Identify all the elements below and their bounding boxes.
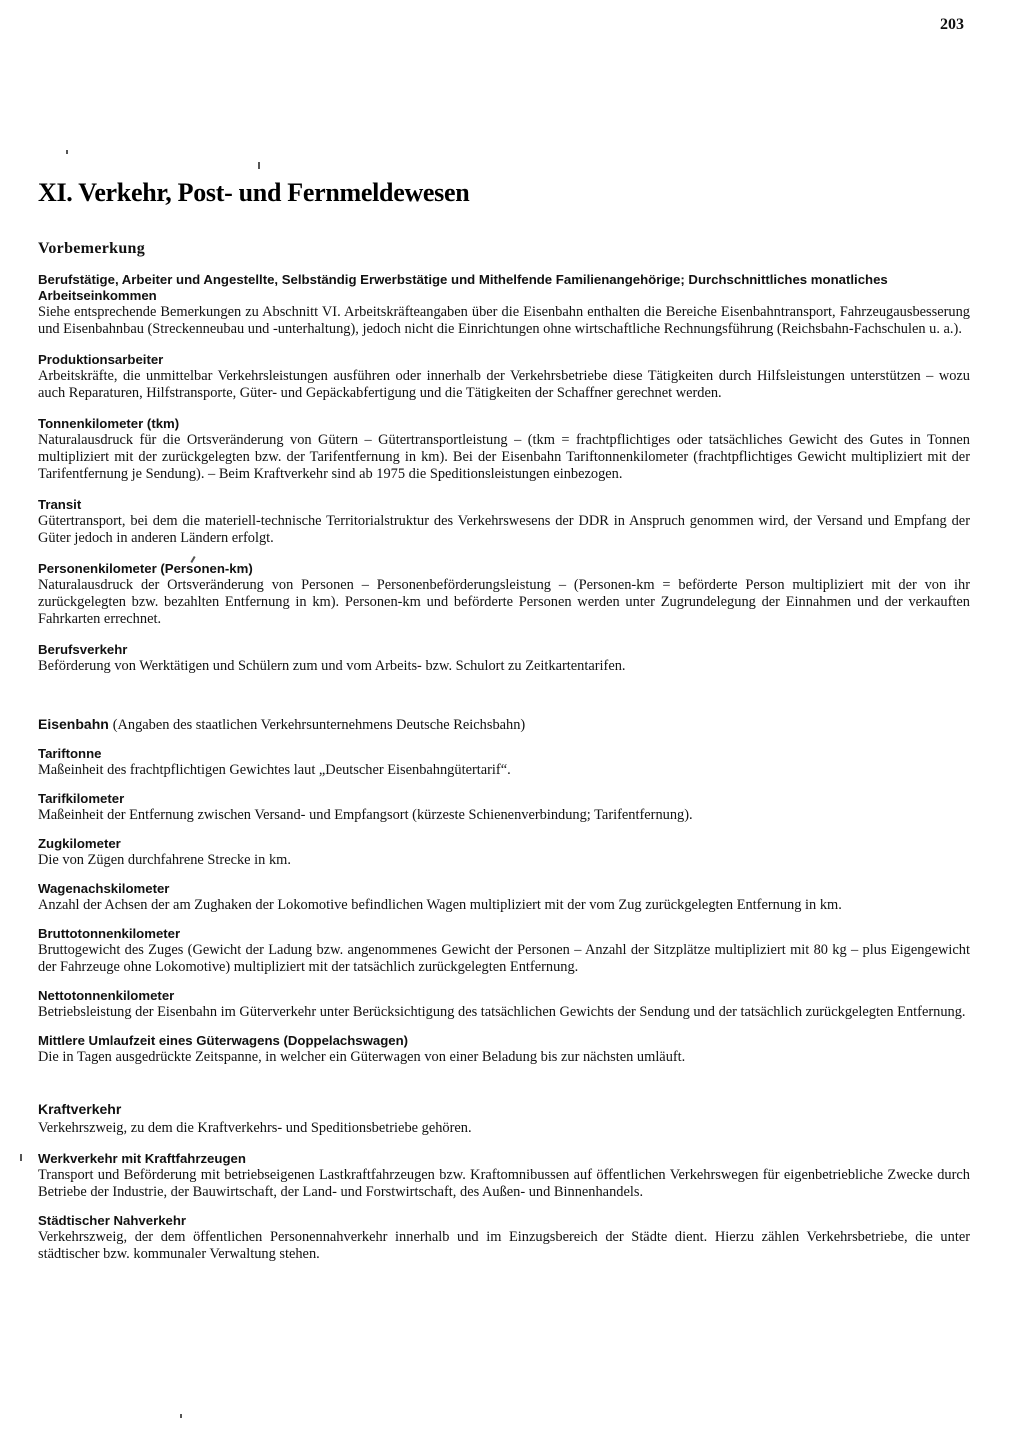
page-number: 203 [940, 16, 964, 33]
entry-term: Transit [38, 497, 82, 512]
section-heading-vorbemerkung: Vorbemerkung [38, 240, 146, 257]
entry-definition: Naturalausdruck der Ortsveränderung von Personen – Personenbeförderungsleistung – (Personen-km = beförderte Person multipliziert mit der von ihr zurückgelegten bzw. bezahlten Entfernung in km). Personen-km und beförderte Personen werden unter Zugrundelegung der Einnahmen und der verkauften Fahrkarten errechnet. [38, 577, 970, 627]
entry-term: Berufstätige, Arbeiter und Angestellte, Selbständig Erwerbstätige und Mithelfende Familienangehörige; Durchschnittliches monatliches Arbeitseinkommen [38, 272, 888, 303]
definition-entry [38, 561, 970, 628]
definition-entry [38, 926, 970, 976]
entry-definition: Verkehrszweig, der dem öffentlichen Personennahverkehr innerhalb und im Einzugsbereich der Städte dient. Hierzu zählen Verkehrsbetriebe, die unter städtischer bzw. kommunaler Verwaltung stehen. [38, 1229, 970, 1262]
entry-term: Bruttotonnenkilometer [38, 926, 181, 941]
entry-definition: Verkehrszweig, zu dem die Kraftverkehrs- und Speditionsbetriebe gehören. [38, 1120, 472, 1136]
scan-speck [20, 1154, 22, 1161]
scan-speck [180, 1414, 182, 1418]
definition-entry [38, 791, 970, 824]
entry-term: Personenkilometer (Personen-km) [38, 561, 253, 576]
definition-entry [38, 881, 970, 914]
entry-definition: Betriebsleistung der Eisenbahn im Güterverkehr unter Berücksichtigung des tatsächlichen Gewichts der Sendung und der tatsächlich zurückgelegten Entfernung. [38, 1004, 966, 1020]
entry-definition: Maßeinheit des frachtpflichtigen Gewichtes laut „Deutscher Eisenbahngütertarif“. [38, 762, 511, 778]
definition-entry [38, 1120, 970, 1137]
definition-entry [38, 1033, 970, 1066]
entry-term: Städtischer Nahverkehr [38, 1213, 187, 1228]
kraftverkehr-entries [38, 1151, 970, 1263]
group-heading-kraftverkehr [38, 1100, 970, 1118]
entry-definition: Transport und Beförderung mit betriebseigenen Lastkraftfahrzeugen bzw. Kraftomnibussen auf öffentlichen Verkehrswegen für eigenbetriebliche Zwecke durch Betriebe der Industrie, der Bauwirtschaft, der Land- und Forstwirtschaft, des Außen- und Binnenhandels. [38, 1167, 970, 1200]
scan-speck [258, 162, 260, 169]
entry-definition: Maßeinheit der Entfernung zwischen Versand- und Empfangsort (kürzeste Schienenverbindung; Tarifentfernung). [38, 807, 693, 823]
entry-term: Produktionsarbeiter [38, 352, 164, 367]
definition-entry [38, 416, 970, 483]
eisenbahn-entries [38, 746, 970, 1066]
group-heading-title: Eisenbahn [38, 716, 109, 732]
entry-term: Nettotonnenkilometer [38, 988, 175, 1003]
entry-definition: Gütertransport, bei dem die materiell-technische Territorialstruktur des Verkehrswesens der DDR in Anspruch genommen wird, der Versand und Empfang der Güter jedoch in anderen Ländern erfolgt. [38, 513, 970, 546]
definition-entry [38, 836, 970, 869]
entry-definition: Beförderung von Werktätigen und Schülern zum und vom Arbeits- bzw. Schulort zu Zeitkartentarifen. [38, 658, 626, 674]
entry-definition: Bruttogewicht des Zuges (Gewicht der Ladung bzw. angenommenes Gewicht der Personen – Anzahl der Sitzplätze multipliziert mit 80 kg – plus Eigengewicht der Fahrzeuge ohne Lokomotive) multipliziert mit der tatsächlich zurückgelegten Entfernung. [38, 942, 970, 975]
group-heading-note: (Angaben des staatlichen Verkehrsunternehmens Deutsche Reichsbahn) [112, 717, 526, 733]
definition-entry [38, 1151, 970, 1201]
group-heading-title: Kraftverkehr [38, 1101, 122, 1117]
entry-term: Werkverkehr mit Kraftfahrzeugen [38, 1151, 246, 1166]
definition-entry [38, 988, 970, 1021]
entry-definition: Arbeitskräfte, die unmittelbar Verkehrsleistungen ausführen oder innerhalb der Verkehrsbetriebe diese Tätigkeiten durch Hilfsleistungen unterstützen – wozu auch Reparaturen, Hilfstransporte, Güter- und Gepäckabfertigung und die Tätigkeiten der Schaffner gerechnet werden. [38, 368, 970, 401]
definition-entry [38, 272, 970, 338]
entry-term: Tarifkilometer [38, 791, 125, 806]
definition-entry [38, 497, 970, 547]
definition-entry [38, 642, 970, 675]
entry-definition: Anzahl der Achsen der am Zughaken der Lokomotive befindlichen Wagen multipliziert mit der vom Zug zurückgelegten Entfernung in km. [38, 897, 842, 913]
document-body [38, 240, 970, 1275]
entry-definition: Die von Zügen durchfahrene Strecke in km. [38, 852, 291, 868]
definition-entry [38, 1213, 970, 1263]
entry-definition: Siehe entsprechende Bemerkungen zu Abschnitt VI. Arbeitskräfteangaben über die Eisenbahn enthalten die Bereiche Eisenbahntransport, Fahrzeugausbesserung und Eisenbahnbau (Streckenneubau und -unterhaltung), jedoch nicht die Einrichtungen ohne wirtschaftliche Rechnungsführung (Reichsbahn-Fachschulen u. a.). [38, 304, 970, 337]
entry-term: Wagenachskilometer [38, 881, 170, 896]
chapter-title: XI. Verkehr, Post- und Fernmeldewesen [38, 178, 470, 207]
entry-term: Berufsverkehr [38, 642, 128, 657]
entry-term: Tariftonne [38, 746, 102, 761]
entry-term: Mittlere Umlaufzeit eines Güterwagens (Doppelachswagen) [38, 1033, 409, 1048]
entry-definition: Die in Tagen ausgedrückte Zeitspanne, in welcher ein Güterwagen von einer Beladung bis zur nächsten umläuft. [38, 1049, 686, 1065]
group-heading-eisenbahn [38, 715, 970, 734]
entry-term: Tonnenkilometer (tkm) [38, 416, 180, 431]
definition-entry [38, 352, 970, 402]
entry-term: Zugkilometer [38, 836, 121, 851]
scan-speck [66, 150, 68, 154]
definition-entry [38, 746, 970, 779]
entry-definition: Naturalausdruck für die Ortsveränderung von Gütern – Gütertransportleistung – (tkm = frachtpflichtiges oder tatsächliches Gewicht des Gutes in Tonnen multipliziert mit der zurückgelegten bzw. der Tarifentfernung in km). Bei der Eisenbahn Tariftonnenkilometer (frachtpflichtiges Gewicht multipliziert mit der Tarifentfernung je Sendung). – Beim Kraftverkehr sind ab 1975 die Speditionsleistungen einbezogen. [38, 432, 970, 482]
